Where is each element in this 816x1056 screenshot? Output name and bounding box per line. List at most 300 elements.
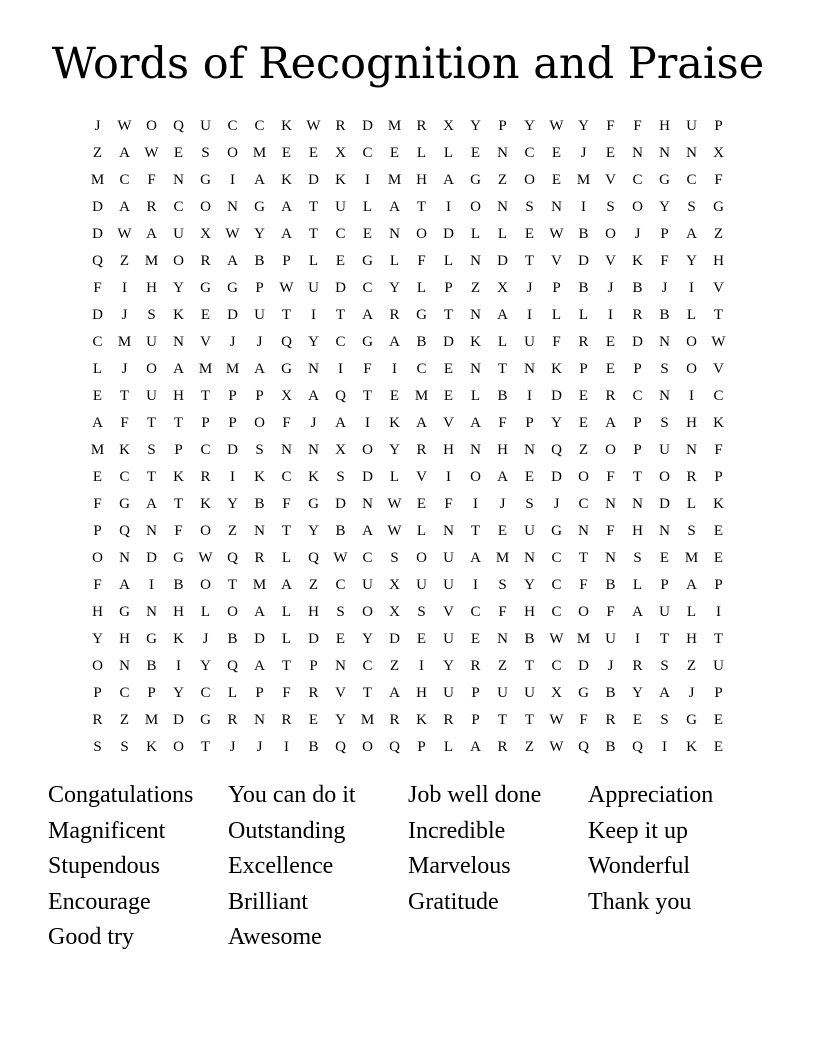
grid-cell[interactable]: I xyxy=(689,388,694,404)
grid-cell[interactable]: D xyxy=(362,469,373,485)
grid-cell[interactable]: H xyxy=(497,442,508,458)
grid-cell[interactable]: P xyxy=(660,577,669,593)
grid-cell[interactable]: Y xyxy=(173,685,184,701)
grid-cell[interactable]: L xyxy=(281,631,292,647)
grid-cell[interactable]: K xyxy=(686,739,697,755)
grid-cell[interactable]: E xyxy=(173,145,184,161)
grid-cell[interactable]: R xyxy=(146,199,157,215)
grid-cell[interactable]: Q xyxy=(551,442,562,458)
grid-cell[interactable]: B xyxy=(146,658,157,674)
grid-cell[interactable]: A xyxy=(146,496,157,512)
grid-cell[interactable]: B xyxy=(254,253,265,269)
grid-cell[interactable]: L xyxy=(686,604,697,620)
grid-cell[interactable]: L xyxy=(497,226,508,242)
grid-cell[interactable]: J xyxy=(553,496,560,512)
grid-cell[interactable]: E xyxy=(524,469,535,485)
grid-cell[interactable]: N xyxy=(524,361,535,377)
grid-cell[interactable]: X xyxy=(200,226,211,242)
grid-cell[interactable]: A xyxy=(632,604,643,620)
grid-cell[interactable]: G xyxy=(119,604,130,620)
grid-cell[interactable]: P xyxy=(633,415,642,431)
grid-cell[interactable]: T xyxy=(281,523,292,539)
grid-cell[interactable]: Z xyxy=(470,280,481,296)
grid-cell[interactable]: G xyxy=(227,280,238,296)
grid-cell[interactable]: O xyxy=(92,550,103,566)
grid-cell[interactable]: N xyxy=(659,145,670,161)
grid-cell[interactable]: R xyxy=(578,334,589,350)
grid-cell[interactable]: N xyxy=(605,496,616,512)
grid-cell[interactable]: A xyxy=(92,415,103,431)
grid-cell[interactable]: M xyxy=(252,145,267,161)
grid-cell[interactable]: T xyxy=(578,550,589,566)
grid-cell[interactable]: C xyxy=(362,550,373,566)
grid-cell[interactable]: P xyxy=(255,685,264,701)
grid-cell[interactable]: E xyxy=(551,172,562,188)
grid-cell[interactable]: W xyxy=(117,118,132,134)
grid-cell[interactable]: S xyxy=(660,712,669,728)
grid-cell[interactable]: C xyxy=(551,604,562,620)
grid-cell[interactable]: E xyxy=(92,469,103,485)
grid-cell[interactable]: Y xyxy=(308,334,319,350)
grid-cell[interactable]: E xyxy=(200,307,211,323)
grid-cell[interactable]: F xyxy=(498,415,507,431)
grid-cell[interactable]: K xyxy=(416,712,427,728)
grid-cell[interactable]: O xyxy=(416,226,427,242)
grid-cell[interactable]: Z xyxy=(497,172,508,188)
grid-cell[interactable]: R xyxy=(632,307,643,323)
grid-cell[interactable]: J xyxy=(202,631,209,647)
grid-cell[interactable]: U xyxy=(362,577,373,593)
grid-cell[interactable]: J xyxy=(310,415,317,431)
grid-cell[interactable]: M xyxy=(90,172,105,188)
grid-cell[interactable]: F xyxy=(552,334,561,350)
grid-cell[interactable]: M xyxy=(414,388,429,404)
grid-cell[interactable]: P xyxy=(552,280,561,296)
grid-cell[interactable]: N xyxy=(470,442,481,458)
grid-cell[interactable]: Q xyxy=(308,550,319,566)
grid-cell[interactable]: N xyxy=(227,199,238,215)
grid-cell[interactable]: M xyxy=(144,253,159,269)
grid-cell[interactable]: O xyxy=(146,118,157,134)
grid-cell[interactable]: O xyxy=(362,442,373,458)
grid-cell[interactable]: U xyxy=(146,388,157,404)
grid-cell[interactable]: O xyxy=(578,604,589,620)
grid-cell[interactable]: S xyxy=(201,145,210,161)
grid-cell[interactable]: J xyxy=(499,496,506,512)
grid-cell[interactable]: Q xyxy=(335,388,346,404)
grid-cell[interactable]: L xyxy=(470,388,481,404)
grid-cell[interactable]: L xyxy=(281,550,292,566)
grid-cell[interactable]: T xyxy=(497,361,508,377)
grid-cell[interactable]: G xyxy=(362,334,373,350)
grid-cell[interactable]: N xyxy=(497,145,508,161)
grid-cell[interactable]: P xyxy=(93,685,102,701)
grid-cell[interactable]: E xyxy=(632,712,643,728)
grid-cell[interactable]: K xyxy=(335,172,346,188)
grid-cell[interactable]: O xyxy=(470,199,481,215)
grid-cell[interactable]: E xyxy=(92,388,103,404)
grid-cell[interactable]: Y xyxy=(335,712,346,728)
grid-cell[interactable]: I xyxy=(527,307,532,323)
grid-cell[interactable]: I xyxy=(662,739,667,755)
grid-cell[interactable]: O xyxy=(227,145,238,161)
grid-cell[interactable]: H xyxy=(524,604,535,620)
grid-cell[interactable]: Q xyxy=(227,550,238,566)
grid-cell[interactable]: P xyxy=(444,280,453,296)
grid-cell[interactable]: T xyxy=(227,577,238,593)
grid-cell[interactable]: I xyxy=(527,388,532,404)
grid-cell[interactable]: P xyxy=(174,442,183,458)
grid-cell[interactable]: S xyxy=(147,307,156,323)
grid-cell[interactable]: I xyxy=(689,280,694,296)
grid-cell[interactable]: M xyxy=(252,577,267,593)
grid-cell[interactable]: I xyxy=(176,658,181,674)
grid-cell[interactable]: T xyxy=(416,199,427,215)
grid-cell[interactable]: M xyxy=(576,631,591,647)
grid-cell[interactable]: K xyxy=(470,334,481,350)
grid-cell[interactable]: F xyxy=(606,118,615,134)
grid-cell[interactable]: E xyxy=(713,550,724,566)
grid-cell[interactable]: B xyxy=(173,577,184,593)
grid-cell[interactable]: O xyxy=(362,604,373,620)
grid-cell[interactable]: H xyxy=(119,631,130,647)
grid-cell[interactable]: J xyxy=(256,334,263,350)
grid-cell[interactable]: G xyxy=(200,280,211,296)
grid-cell[interactable]: O xyxy=(686,334,697,350)
grid-cell[interactable]: U xyxy=(497,685,508,701)
grid-cell[interactable]: T xyxy=(308,226,319,242)
grid-cell[interactable]: L xyxy=(470,226,481,242)
grid-cell[interactable]: Z xyxy=(578,442,589,458)
grid-cell[interactable]: T xyxy=(632,469,643,485)
grid-cell[interactable]: L xyxy=(416,523,427,539)
grid-cell[interactable]: T xyxy=(146,469,157,485)
grid-cell[interactable]: Y xyxy=(659,199,670,215)
grid-cell[interactable]: E xyxy=(335,253,346,269)
grid-cell[interactable]: S xyxy=(660,415,669,431)
grid-cell[interactable]: R xyxy=(281,712,292,728)
grid-cell[interactable]: W xyxy=(333,550,348,566)
grid-cell[interactable]: Y xyxy=(578,118,589,134)
grid-cell[interactable]: M xyxy=(225,361,240,377)
grid-cell[interactable]: G xyxy=(659,172,670,188)
grid-cell[interactable]: U xyxy=(254,307,265,323)
grid-cell[interactable]: K xyxy=(119,442,130,458)
grid-cell[interactable]: G xyxy=(713,199,724,215)
grid-cell[interactable]: T xyxy=(497,712,508,728)
grid-cell[interactable]: I xyxy=(338,361,343,377)
grid-cell[interactable]: Z xyxy=(308,577,319,593)
grid-cell[interactable]: I xyxy=(365,415,370,431)
grid-cell[interactable]: R xyxy=(389,307,400,323)
grid-cell[interactable]: W xyxy=(711,334,726,350)
grid-cell[interactable]: E xyxy=(524,226,535,242)
grid-cell[interactable]: A xyxy=(605,415,616,431)
grid-cell[interactable]: A xyxy=(362,523,373,539)
grid-cell[interactable]: A xyxy=(173,361,184,377)
grid-cell[interactable]: I xyxy=(392,361,397,377)
grid-cell[interactable]: G xyxy=(362,253,373,269)
grid-cell[interactable]: C xyxy=(551,577,562,593)
grid-cell[interactable]: H xyxy=(173,604,184,620)
grid-cell[interactable]: G xyxy=(551,523,562,539)
grid-cell[interactable]: T xyxy=(713,631,724,647)
grid-cell[interactable]: U xyxy=(605,631,616,647)
grid-cell[interactable]: D xyxy=(362,118,373,134)
grid-cell[interactable]: J xyxy=(634,226,641,242)
grid-cell[interactable]: L xyxy=(308,253,319,269)
grid-cell[interactable]: U xyxy=(524,334,535,350)
grid-cell[interactable]: S xyxy=(336,469,345,485)
grid-cell[interactable]: F xyxy=(147,172,156,188)
grid-cell[interactable]: G xyxy=(254,199,265,215)
grid-cell[interactable]: U xyxy=(200,118,211,134)
grid-cell[interactable]: L xyxy=(92,361,103,377)
grid-cell[interactable]: A xyxy=(254,361,265,377)
grid-cell[interactable]: U xyxy=(443,550,454,566)
grid-cell[interactable]: L xyxy=(416,145,427,161)
grid-cell[interactable]: E xyxy=(335,631,346,647)
grid-cell[interactable]: U xyxy=(713,658,724,674)
grid-cell[interactable]: N xyxy=(119,550,130,566)
grid-cell[interactable]: F xyxy=(120,415,129,431)
grid-cell[interactable]: M xyxy=(495,550,510,566)
grid-cell[interactable]: I xyxy=(284,739,289,755)
grid-cell[interactable]: E xyxy=(389,145,400,161)
grid-cell[interactable]: E xyxy=(713,523,724,539)
grid-cell[interactable]: D xyxy=(443,334,454,350)
grid-cell[interactable]: G xyxy=(119,496,130,512)
grid-cell[interactable]: C xyxy=(551,658,562,674)
grid-cell[interactable]: U xyxy=(416,577,427,593)
grid-cell[interactable]: R xyxy=(227,712,238,728)
grid-cell[interactable]: R xyxy=(605,388,616,404)
grid-cell[interactable]: O xyxy=(686,361,697,377)
grid-cell[interactable]: C xyxy=(335,577,346,593)
grid-cell[interactable]: C xyxy=(524,145,535,161)
grid-cell[interactable]: B xyxy=(632,280,643,296)
grid-cell[interactable]: Y xyxy=(92,631,103,647)
grid-cell[interactable]: O xyxy=(578,469,589,485)
grid-cell[interactable]: N xyxy=(659,388,670,404)
grid-cell[interactable]: V xyxy=(713,280,724,296)
grid-cell[interactable]: N xyxy=(497,199,508,215)
grid-cell[interactable]: P xyxy=(498,118,507,134)
grid-cell[interactable]: L xyxy=(443,145,454,161)
grid-cell[interactable]: X xyxy=(281,388,292,404)
grid-cell[interactable]: W xyxy=(198,550,213,566)
grid-cell[interactable]: R xyxy=(254,550,265,566)
grid-cell[interactable]: K xyxy=(551,361,562,377)
grid-cell[interactable]: S xyxy=(336,604,345,620)
grid-cell[interactable]: R xyxy=(335,118,346,134)
grid-cell[interactable]: N xyxy=(389,226,400,242)
grid-cell[interactable]: A xyxy=(281,199,292,215)
grid-cell[interactable]: S xyxy=(525,496,534,512)
grid-cell[interactable]: Q xyxy=(281,334,292,350)
grid-cell[interactable]: K xyxy=(173,307,184,323)
grid-cell[interactable]: Y xyxy=(200,658,211,674)
grid-cell[interactable]: O xyxy=(200,523,211,539)
grid-cell[interactable]: T xyxy=(524,712,535,728)
grid-cell[interactable]: T xyxy=(119,388,130,404)
grid-cell[interactable]: T xyxy=(173,415,184,431)
grid-cell[interactable]: M xyxy=(387,172,402,188)
grid-cell[interactable]: X xyxy=(443,118,454,134)
grid-cell[interactable]: V xyxy=(443,415,454,431)
grid-cell[interactable]: B xyxy=(524,631,535,647)
grid-cell[interactable]: G xyxy=(578,685,589,701)
grid-cell[interactable]: L xyxy=(686,496,697,512)
grid-cell[interactable]: P xyxy=(417,739,426,755)
grid-cell[interactable]: L xyxy=(632,577,643,593)
grid-cell[interactable]: D xyxy=(335,280,346,296)
grid-cell[interactable]: C xyxy=(119,685,130,701)
grid-cell[interactable]: R xyxy=(416,118,427,134)
grid-cell[interactable]: M xyxy=(90,442,105,458)
grid-cell[interactable]: Y xyxy=(227,496,238,512)
grid-cell[interactable]: G xyxy=(281,361,292,377)
grid-cell[interactable]: C xyxy=(200,442,211,458)
grid-cell[interactable]: K xyxy=(146,739,157,755)
grid-cell[interactable]: G xyxy=(470,172,481,188)
grid-cell[interactable]: L xyxy=(362,199,373,215)
grid-cell[interactable]: S xyxy=(417,604,426,620)
grid-cell[interactable]: N xyxy=(470,361,481,377)
grid-cell[interactable]: Q xyxy=(227,658,238,674)
grid-cell[interactable]: O xyxy=(254,415,265,431)
grid-cell[interactable]: X xyxy=(389,577,400,593)
grid-cell[interactable]: H xyxy=(416,172,427,188)
grid-cell[interactable]: F xyxy=(606,604,615,620)
grid-cell[interactable]: D xyxy=(254,631,265,647)
grid-cell[interactable]: W xyxy=(549,226,564,242)
grid-cell[interactable]: W xyxy=(306,118,321,134)
grid-cell[interactable]: R xyxy=(632,658,643,674)
grid-cell[interactable]: P xyxy=(471,712,480,728)
grid-cell[interactable]: C xyxy=(119,172,130,188)
grid-cell[interactable]: A xyxy=(659,685,670,701)
grid-cell[interactable]: X xyxy=(335,145,346,161)
grid-cell[interactable]: I xyxy=(230,172,235,188)
grid-cell[interactable]: A xyxy=(146,226,157,242)
grid-cell[interactable]: T xyxy=(713,307,724,323)
grid-cell[interactable]: Z xyxy=(389,658,400,674)
grid-cell[interactable]: J xyxy=(580,145,587,161)
grid-cell[interactable]: C xyxy=(470,604,481,620)
grid-cell[interactable]: A xyxy=(389,199,400,215)
grid-cell[interactable]: E xyxy=(308,145,319,161)
grid-cell[interactable]: C xyxy=(281,469,292,485)
grid-cell[interactable]: R xyxy=(92,712,103,728)
grid-cell[interactable]: O xyxy=(470,469,481,485)
grid-cell[interactable]: O xyxy=(605,226,616,242)
grid-cell[interactable]: E xyxy=(713,739,724,755)
grid-cell[interactable]: J xyxy=(121,361,128,377)
grid-cell[interactable]: K xyxy=(200,496,211,512)
grid-cell[interactable]: Z xyxy=(713,226,724,242)
grid-cell[interactable]: V xyxy=(605,253,616,269)
grid-cell[interactable]: C xyxy=(254,118,265,134)
grid-cell[interactable]: A xyxy=(470,415,481,431)
grid-cell[interactable]: N xyxy=(632,496,643,512)
grid-cell[interactable]: F xyxy=(498,604,507,620)
grid-cell[interactable]: E xyxy=(578,415,589,431)
grid-cell[interactable]: W xyxy=(549,631,564,647)
grid-cell[interactable]: N xyxy=(254,712,265,728)
grid-cell[interactable]: X xyxy=(713,145,724,161)
grid-cell[interactable]: X xyxy=(389,604,400,620)
grid-cell[interactable]: H xyxy=(443,442,454,458)
grid-cell[interactable]: V xyxy=(200,334,211,350)
grid-cell[interactable]: T xyxy=(173,496,184,512)
grid-cell[interactable]: W xyxy=(144,145,159,161)
grid-cell[interactable]: Y xyxy=(389,280,400,296)
grid-cell[interactable]: J xyxy=(607,280,614,296)
grid-cell[interactable]: U xyxy=(524,685,535,701)
grid-cell[interactable]: Q xyxy=(389,739,400,755)
grid-cell[interactable]: R xyxy=(200,253,211,269)
grid-cell[interactable]: I xyxy=(149,577,154,593)
grid-cell[interactable]: H xyxy=(713,253,724,269)
grid-cell[interactable]: M xyxy=(117,334,132,350)
grid-cell[interactable]: A xyxy=(254,658,265,674)
grid-cell[interactable]: Z xyxy=(227,523,238,539)
grid-cell[interactable]: D xyxy=(578,658,589,674)
grid-cell[interactable]: E xyxy=(551,145,562,161)
grid-cell[interactable]: G xyxy=(416,307,427,323)
grid-cell[interactable]: U xyxy=(659,442,670,458)
grid-cell[interactable]: A xyxy=(443,172,454,188)
grid-cell[interactable]: R xyxy=(497,739,508,755)
grid-cell[interactable]: C xyxy=(632,388,643,404)
grid-cell[interactable]: T xyxy=(281,658,292,674)
grid-cell[interactable]: P xyxy=(633,442,642,458)
grid-cell[interactable]: P xyxy=(714,685,723,701)
grid-cell[interactable]: L xyxy=(578,307,589,323)
grid-cell[interactable]: K xyxy=(308,469,319,485)
grid-cell[interactable]: N xyxy=(281,442,292,458)
grid-cell[interactable]: C xyxy=(686,172,697,188)
grid-cell[interactable]: S xyxy=(147,442,156,458)
grid-cell[interactable]: A xyxy=(308,388,319,404)
grid-cell[interactable]: E xyxy=(497,523,508,539)
grid-cell[interactable]: E xyxy=(308,712,319,728)
grid-cell[interactable]: K xyxy=(281,172,292,188)
grid-cell[interactable]: Q xyxy=(578,739,589,755)
grid-cell[interactable]: O xyxy=(605,442,616,458)
grid-cell[interactable]: L xyxy=(686,307,697,323)
grid-cell[interactable]: U xyxy=(443,685,454,701)
grid-cell[interactable]: Z xyxy=(92,145,103,161)
grid-cell[interactable]: W xyxy=(549,118,564,134)
grid-cell[interactable]: U xyxy=(308,280,319,296)
grid-cell[interactable]: N xyxy=(605,550,616,566)
grid-cell[interactable]: B xyxy=(497,388,508,404)
grid-cell[interactable]: N xyxy=(686,442,697,458)
grid-cell[interactable]: T xyxy=(200,388,211,404)
grid-cell[interactable]: B xyxy=(605,577,616,593)
grid-cell[interactable]: F xyxy=(714,442,723,458)
grid-cell[interactable]: C xyxy=(713,388,724,404)
grid-cell[interactable]: Z xyxy=(497,658,508,674)
grid-cell[interactable]: E xyxy=(362,226,373,242)
grid-cell[interactable]: C xyxy=(416,361,427,377)
grid-cell[interactable]: U xyxy=(173,226,184,242)
grid-cell[interactable]: G xyxy=(686,712,697,728)
grid-cell[interactable]: A xyxy=(389,334,400,350)
grid-cell[interactable]: G xyxy=(200,712,211,728)
